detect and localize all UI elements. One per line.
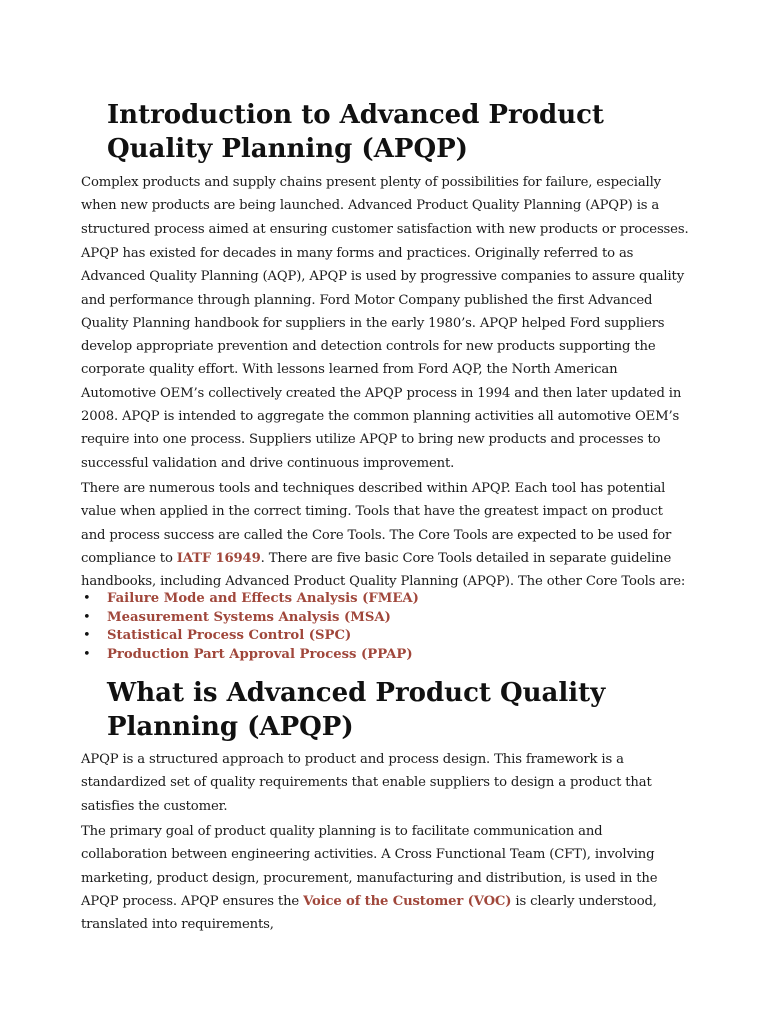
paragraph-core-tools — [81, 477, 691, 593]
core-tools-list — [81, 590, 681, 664]
iatf-16949-link[interactable]: IATF 16949 — [176, 550, 261, 566]
spc-link[interactable]: Statistical Process Control (SPC) — [107, 628, 352, 644]
list-item — [81, 627, 681, 646]
paragraph-core-tools-text-after: . There are five basic Core Tools detailed in separate guideline handbooks, including Advanced Product Quality Planning (APQP). The other Core Tools are: — [81, 550, 686, 590]
list-item — [81, 590, 681, 609]
paragraph-history: APQP has existed for decades in many forms and practices. Originally referred to as Advanced Quality Planning (AQP), APQP is used by progressive companies to assure quality and performance through planning. Ford Motor Company published the first Advanced Quality Planning handbook for suppliers in the early 1980’s. APQP helped Ford suppliers develop appropriate prevention and detection controls for new products supporting the corporate quality effort. With lessons learned from Ford AQP, the North American Automotive OEM’s collectively created the APQP process in 1994 and then later updated in 2008. APQP is intended to aggregate the common planning activities all automotive OEM’s require into one process. Suppliers utilize APQP to bring new products and processes to successful validation and drive continuous improvement. — [81, 246, 684, 471]
bullet-marker: • — [83, 609, 91, 625]
voice-of-customer-link[interactable]: Voice of the Customer (VOC) — [303, 893, 512, 909]
bullet-marker: • — [83, 591, 91, 606]
paragraph-definition: APQP is a structured approach to product and process design. This framework is a standardized set of quality requirements that enable suppliers to design a product that satisfies the customer. — [81, 752, 652, 814]
ppap-link[interactable]: Production Part Approval Process (PPAP) — [107, 646, 413, 662]
section-title-what-is-apqp: What is Advanced Product Quality Planning (APQP) — [107, 678, 606, 742]
bullet-marker: • — [83, 646, 91, 662]
paragraph-primary-goal-text-after: is clearly understood, translated into requirements, — [81, 893, 657, 933]
section-title-introduction: Introduction to Advanced Product Quality Planning (APQP) — [107, 100, 604, 164]
fmea-link[interactable]: Failure Mode and Effects Analysis (FMEA) — [107, 591, 419, 606]
paragraph-intro: Complex products and supply chains present plenty of possibilities for failure, especially when new products are being launched. Advanced Product Quality Planning (APQP) is a structured process aimed at ensuring customer satisfaction with new products or processes. — [81, 175, 689, 237]
bullet-marker: • — [83, 628, 91, 644]
msa-link[interactable]: Measurement Systems Analysis (MSA) — [107, 609, 391, 625]
paragraph-primary-goal — [81, 820, 691, 936]
list-item — [81, 646, 681, 665]
list-item — [81, 609, 681, 628]
paragraph-primary-goal-text-before: The primary goal of product quality planning is to facilitate communication and collaboration between engineering activities. A Cross Functional Team (CFT), involving marketing, product design, procurement, manufacturing and distribution, is used in the APQP process. APQP ensures the — [81, 824, 658, 909]
paragraph-core-tools-text-before: There are numerous tools and techniques described within APQP. Each tool has potential value when applied in the correct timing. Tools that have the greatest impact on product and process success are called the Core Tools. The Core Tools are expected to be used for compliance to — [81, 481, 672, 566]
